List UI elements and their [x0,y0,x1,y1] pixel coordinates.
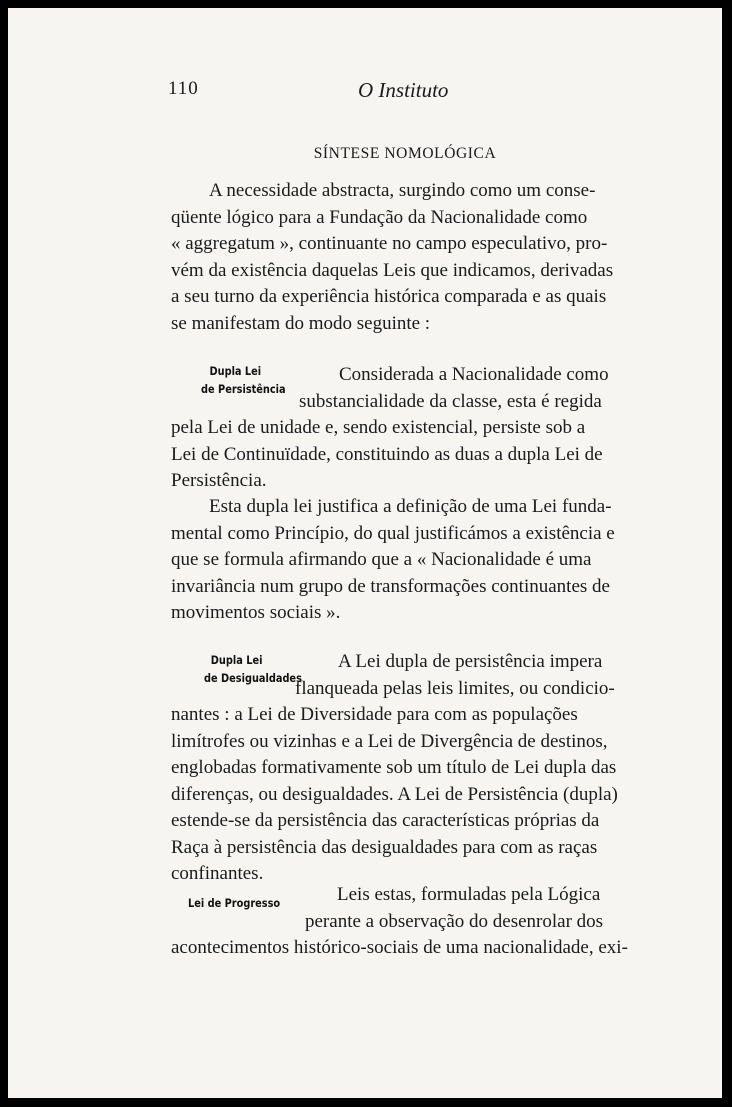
text-line: Raça à persistência das desigualdades para com as raças [171,836,598,858]
text-line: A Lei dupla de persistência impera [338,651,603,672]
text-line: invariância num grupo de transformações continuantes de [171,575,610,597]
text-line: vém da existência daquelas Leis que indicamos, derivadas [171,259,614,281]
section-title: SÍNTESE NOMOLÓGICA [313,145,497,162]
text-line: limítrofes ou vizinhas e a Lei de Divergência de destinos, [171,730,608,752]
sidenote-line: de Persistência [201,382,286,396]
text-line: Persistência. [171,470,267,491]
running-title: O Instituto [358,78,449,102]
text-line: nantes : a Lei de Diversidade para com as populações [171,704,578,725]
text-line: Considerada a Nacionalidade como [339,364,609,385]
paragraph-persistencia [171,362,647,495]
sidenote-line: Dupla Lei [210,653,263,667]
text-line: que se formula afirmando que a « Nacionalidade é uma [171,549,592,570]
text-line: Lei de Continuïdade, constituindo as duas a dupla Lei de [171,443,603,465]
text-line: diferenças, ou desigualdades. A Lei de Persistência (dupla) [171,783,618,805]
text-line: pela Lei de unidade e, sendo existencial, persiste sob a [171,417,586,438]
text-line: Esta dupla lei justifica a definição de uma Lei funda- [209,496,612,517]
text-line: acontecimentos histórico-sociais de uma nacionalidade, exi- [171,937,628,958]
book-page [8,8,722,1098]
text-line: « aggregatum », continuante no campo especulativo, pro- [171,233,608,254]
text-line: Leis estas, formuladas pela Lógica [337,884,601,905]
text-line: A necessidade abstracta, surgindo como um conse- [209,180,596,201]
text-line: mental como Princípio, do qual justificámos a existência e [171,522,615,544]
paragraph-desigualdades [171,649,647,888]
text-line: qüente lógico para a Fundação da Nacionalidade como [171,206,588,228]
text-line: substancialidade da classe, esta é regida [299,390,602,412]
text-line: movimentos sociais ». [171,602,341,623]
sidenote-line: de Desigualdades [204,671,302,685]
paragraph-progresso [171,882,647,962]
intro-paragraph [171,178,647,337]
text-line: estende-se da persistência das características próprias da [171,810,600,831]
paragraph-esta-dupla [171,494,647,627]
sidenote-line: Lei de Progresso [188,896,281,910]
text-line: perante a observação do desenrolar dos [305,910,604,932]
page-number: 110 [168,78,199,99]
text-line: flanqueada pelas leis limites, ou condicio- [295,677,615,699]
text-line: englobadas formativamente sob um título de Lei dupla das [171,757,617,778]
text-line: se manifestam do modo seguinte : [171,312,431,334]
text-line: confinantes. [171,863,264,884]
text-line: a seu turno da experiência histórica comparada e as quais [171,286,607,307]
sidenote-line: Dupla Lei [209,364,262,378]
page-header [168,78,632,106]
